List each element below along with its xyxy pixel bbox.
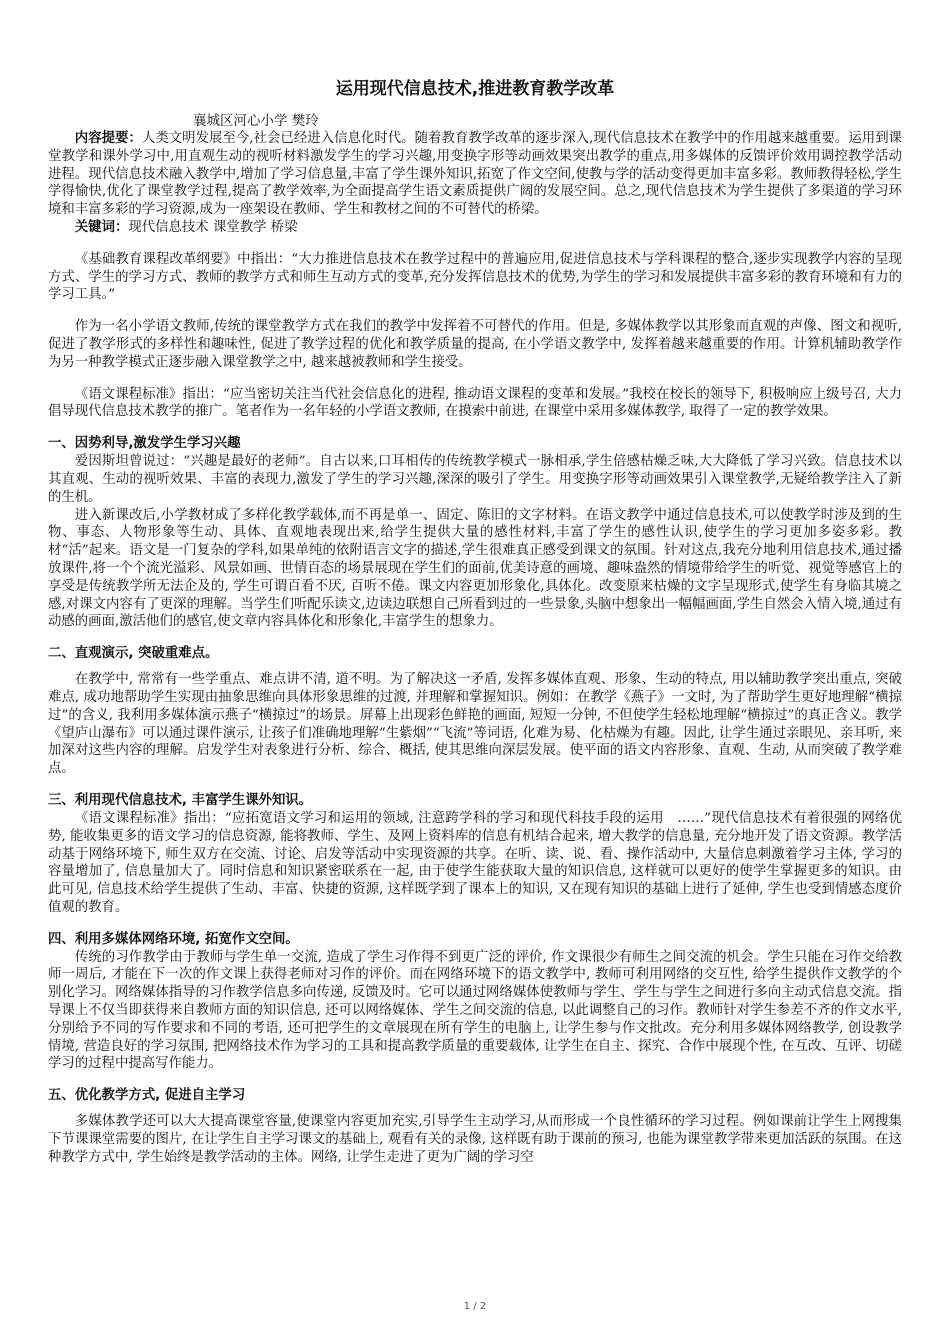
section-heading: 四、利用多媒体网络环境, 拓宽作文空间。: [48, 931, 299, 947]
abstract-text: 人类文明发展至今,社会已经进入信息化时代。随着教育教学改革的逐步深入,现代信息技术在教学中的作用越来越重要。运用到课堂教学和课外学习中,用直观生动的视听材料激发学生的学习兴趣,用变换字形等动画效果突出教学的重点,用多媒体的反馈评价效用调控教学活动进程。现代信息技术融入教学中,增加了学习信息量,丰富了学生课外知识,拓宽了作文空间,使教与学的活动变得更加丰富多彩。教师教得轻松,学生学得愉快,优化了课堂教学过程,提高了教学效率,为全面提高学生语文素质提供广阔的发展空间。总之,现代信息技术为学生提供了多渠道的学习环境和丰富多彩的学习资源,成为一座架设在教师、学生和教材之间的不可替代的桥梁。: [48, 131, 902, 218]
body-paragraph: 传统的习作教学由于教师与学生单一交流, 造成了学生习作得不到更广泛的评价, 作文课很少有师生之间交流的机会。学生只能在习作交给教师一周后, 才能在下一次的作文课上获得老师对习作的评价。而在网络环境下的语文教学中, 教师可利用网络的交互性, 给学生提供作文教学的个别化学习。网络媒体指导的习作教学信息多向传递, 反馈及时。它可以通过网络媒体使教师与学生、学生与学生之间进行多向主动式信息交流。指导课上不仅当即获得来自教师方面的知识信息, 还可以网络媒体、学生之间交流的信息, 以此调整自己的习作。教师针对学生参差不齐的作文水平, 分别给予不同的写作要求和不同的考语, 还可把学生的文章展现在所有学生的电脑上, 让学生参与作文批改。充分利用多媒体网络教学, 创设教学情境, 营造良好的学习氛围, 把网络技术作为学习的工具和提高教学质量的重要载体, 让学生在自主、探究、合作中展现个性, 在互改、互评、切磋学习的过程中提高写作能力。: [48, 949, 902, 1072]
section-heading: 三、利用现代信息技术, 丰富学生课外知识。: [48, 792, 313, 808]
body-paragraph: 多媒体教学还可以大大提高课堂容量,使课堂内容更加充实,引导学生主动学习,从而形成一个良性循环的学习过程。例如课前让学生上网搜集下节课课堂需要的图片, 在让学生自主学习课文的基础上, 观看有关的录像, 这样既有助于课前的预习, 也能为课堂教学带来更加活跃的氛围。在这种教学方式中, 学生始终是教学活动的主体。网络, 让学生走进了更为广阔的学习空: [48, 1114, 902, 1165]
body-paragraph: 在教学中, 常常有一些学重点、难点讲不清, 道不明。为了解决这一矛盾, 发挥多媒体直观、形象、生动的特点, 用以辅助教学突出重点, 突破难点, 成功地帮助学生实现由抽象思维向具体形象思维的过渡, 并理解和掌握知识。例如：在教学《燕子》一文时, 为了帮助学生更好地理解“横掠过”的含义, 我利用多媒体演示燕子“横掠过”的场景。屏幕上出现彩色鲜艳的画面, 短短一分钟, 不但使学生轻松地理解“横掠过”的真正含义。教学《望庐山瀑布》可以通过课件演示, 让孩子们准确地理解“生紫烟”“飞流”等词语, 化难为易、化枯燥为有趣。因此, 让学生通过亲眼见、亲耳听, 来加深对这些内容的理解。启发学生对表象进行分析、综合、概括, 使其思维向深层发展。使平面的语文内容形象、直观、生动, 从而突破了教学难点。: [48, 672, 902, 777]
keywords-label: 关键词：: [74, 219, 129, 235]
abstract-label: 内容提要：: [74, 131, 142, 146]
intro-paragraph: 《基础教育课程改革纲要》中指出：“大力推进信息技术在教学过程中的普遍应用,促进信息技术与学科课程的整合,逐步实现教学内容的呈现方式、学生的学习方式、教师的教学方式和师生互动方式的变革,充分发挥信息技术的优势,为学生的学习和发展提供丰富多彩的教育环境和有力的学习工具。”: [48, 251, 902, 303]
page-number: 1 / 2: [463, 1301, 487, 1312]
section-heading: 一、因势利导,激发学生学习兴趣: [48, 436, 241, 452]
section-heading: 二、直观演示, 突破重难点。: [48, 646, 219, 662]
intro-paragraph: 作为一名小学语文教师,传统的课堂教学方式在我们的教学中发挥着不可替代的作用。但是, 多媒体教学以其形象而直观的声像、图文和视听, 促进了教学形式的多样性和趣味性, 促进了教学过程的优化和教学质量的提高, 在小学语文教学中, 发挥着越来越重要的作用。计算机辅助教学作为另一种教学模式正逐步融入课堂教学之中, 越来越被教师和学生接受。: [48, 319, 902, 370]
keywords-text: 现代信息技术 课堂教学 桥梁: [128, 219, 298, 235]
abstract-paragraph: [48, 130, 902, 219]
document-title: 运用现代信息技术,推进教育教学改革: [335, 79, 615, 99]
intro-paragraph: 《语文课程标准》指出：“应当密切关注当代社会信息化的进程, 推动语文课程的变革和发展。”我校在校长的领导下, 积极响应上级号召, 大力倡导现代信息技术教学的推广。笔者作为一名年轻的小学语文教师, 在摸索中前进, 在课堂中采用多媒体教学, 取得了一定的教学效果。: [48, 386, 902, 420]
author-line: 襄城区河心小学 樊玲: [193, 113, 319, 129]
body-paragraph: 爱因斯坦曾说过：“兴趣是最好的老师”。自古以来,口耳相传的传统教学模式一脉相承,学生倍感枯燥乏味,大大降低了学习兴致。信息技术以其直观、生动的视听效果、丰富的表现力,激发了学生的学习兴趣,深深的吸引了学生。用变换字形等动画效果引入课堂教学,无疑给教学注入了新的生机。: [48, 454, 902, 505]
section-heading: 五、优化教学方式, 促进自主学习: [48, 1088, 246, 1104]
body-paragraph: 《语文课程标准》指出：“应拓宽语文学习和运用的领域, 注意跨学科的学习和现代科技手段的运用 ……”现代信息技术有着很强的网络优势, 能收集更多的语文学习的信息资源, 能将教师、学生、及网上资料库的信息有机结合起来, 增大教学的信息量, 充分地开发了语文资源。教学活动基于网络环境下, 师生双方在交流、讨论、启发等活动中实现资源的共享。在听、读、说、看、操作活动中, 大量信息刺激着学习主体, 学习的容量增加了, 信息量加大了。同时信息和知识紧密联系在一起, 由于使学生能获取大量的知识信息, 这样就可以更好的使学生掌握更多的知识。由此可见, 信息技术给学生提供了生动、丰富、快捷的资源, 这样既学到了课本上的知识, 又在现有知识的基础上进行了延伸, 学生也受到情感态度价值观的教育。: [48, 810, 902, 915]
body-paragraph: 进入新课改后,小学教材成了多样化教学载体,而不再是单一、固定、陈旧的文字材料。在语文教学中通过信息技术,可以使教学时涉及到的生物、事态、人物形象等生动、具体、直观地表现出来,给学生提供大量的感性材料,丰富了学生的感性认识,使学生的学习更加多姿多彩。教材“活”起来。语文是一门复杂的学科,如果单纯的依附语言文字的描述,学生很难真正感受到课文的氛围。针对这点,我充分地利用信息技术,通过播放课件,将一个个流光溢彩、风景如画、世情百态的场景展现在学生们的面前,优美诗意的画境、趣味盎然的情境带给学生的听觉、视觉等感官上的享受是传统教学所无法企及的, 学生可谓百看不厌, 百听不倦。课文内容更加形象化,具体化。改变原来枯燥的文字呈现形式,使学生有身临其境之感,对课文内容有了更深的理解。当学生们听配乐读文,边读边联想自己所看到过的一些景象,头脑中想象出一幅幅画面,学生自然会入情入境,通过有动感的画面,激活他们的感官,使文章内容具体化和形象化,丰富学生的想象力。: [48, 507, 902, 630]
keywords-paragraph: [48, 219, 902, 237]
